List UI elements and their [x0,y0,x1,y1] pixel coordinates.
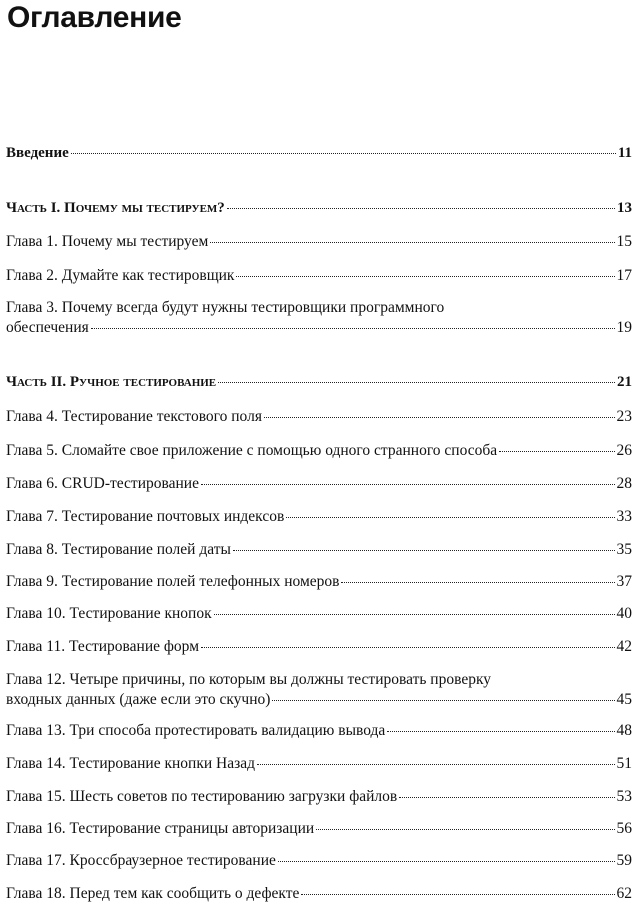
toc-entry-title: Глава 6. CRUD-тестирование [6,475,199,492]
toc-entry-intro[interactable] [6,143,632,163]
toc-entry-chapter-18[interactable] [6,884,632,904]
toc-entry-title: Введение [6,145,69,161]
toc-entry-title: Глава 2. Думайте как тестировщик [6,267,235,284]
leader-dots [91,327,615,329]
toc-entry-title: Глава 14. Тестирование кнопки Назад [6,755,255,772]
toc-entry-title: Глава 4. Тестирование текстового поля [6,408,262,425]
toc-entry-chapter-7[interactable] [6,507,632,527]
toc-entry-title: Глава 1. Почему мы тестируем [6,233,209,250]
toc-entry-chapter-17[interactable] [6,851,632,871]
toc-entry-title: Глава 18. Перед тем как сообщить о дефекте [6,885,300,902]
toc-entry-title: Глава 13. Три способа протестировать валидацию вывода [6,722,386,739]
leader-dots [201,483,615,485]
toc-entry-chapter-3[interactable] [6,298,632,338]
toc-page-number: 15 [616,233,632,250]
toc-entry-chapter-5[interactable] [6,441,632,461]
toc-entry-title: Часть I. Почему мы тестируем? [6,200,225,216]
leader-dots [218,381,615,383]
leader-dots [399,796,614,798]
toc-entry-title-line1: Глава 3. Почему всегда будут нужны тестировщики программного [6,299,445,316]
toc-entry-title: Глава 11. Тестирование форм [6,638,200,655]
toc-page-number: 45 [616,691,632,708]
toc-page-number: 19 [616,319,632,336]
toc-page-number: 37 [616,573,632,590]
toc-entry-title: Глава 5. Сломайте свое приложение с помощью одного странного способа [6,442,498,459]
toc-page-number: 42 [616,638,632,655]
toc-page-number: 48 [616,722,632,739]
leader-dots [227,207,615,209]
toc-page-number: 23 [616,408,632,425]
toc-entry-title: Глава 7. Тестирование почтовых индексов [6,508,285,525]
toc-entry-title: Глава 17. Кроссбраузерное тестирование [6,852,276,869]
toc-page-number: 40 [616,605,632,622]
leader-dots [233,549,615,551]
leader-dots [387,730,614,732]
toc-entry-title: Глава 16. Тестирование страницы авторизации [6,820,315,837]
toc-entry-title: Часть II. Ручное тестирование [6,374,217,390]
toc-page-number: 33 [616,508,632,525]
toc-entry-part-1[interactable] [6,198,632,218]
toc-page-number: 62 [616,885,632,902]
toc-entry-title: Глава 10. Тестирование кнопок [6,605,212,622]
toc-entry-title: Глава 15. Шесть советов по тестированию загрузки файлов [6,788,398,805]
toc-entry-chapter-13[interactable] [6,721,632,741]
toc-page-number: 13 [617,200,632,216]
leader-dots [286,516,614,518]
toc-entry-chapter-11[interactable] [6,637,632,657]
toc-page-number: 17 [616,267,632,284]
leader-dots [272,699,614,701]
toc-entry-chapter-4[interactable] [6,407,632,427]
leader-dots [71,152,616,154]
leader-dots [341,581,614,583]
toc-entry-chapter-15[interactable] [6,787,632,807]
leader-dots [214,613,615,615]
toc-entry-chapter-10[interactable] [6,604,632,624]
toc-page-number: 11 [617,145,632,161]
leader-dots [257,763,615,765]
toc-page-number: 21 [617,374,632,390]
leader-dots [236,275,614,277]
toc-entry-chapter-16[interactable] [6,819,632,839]
leader-dots [301,893,614,895]
toc-page-number: 59 [616,852,632,869]
toc-entry-chapter-8[interactable] [6,540,632,560]
toc-page-number: 51 [616,755,632,772]
toc-entry-title: обеспечения [6,319,89,336]
toc-page-number: 53 [616,788,632,805]
leader-dots [210,241,614,243]
toc-entry-chapter-6[interactable] [6,474,632,494]
toc-entry-title-line1: Глава 12. Четыре причины, по которым вы должны тестировать проверку [6,671,492,688]
toc-page-number: 35 [616,541,632,558]
leader-dots [499,450,614,452]
toc-entry-title: входных данных (даже если это скучно) [6,691,271,708]
toc-entry-chapter-14[interactable] [6,754,632,774]
toc-page-number: 56 [616,820,632,837]
toc-entry-chapter-9[interactable] [6,572,632,592]
page-title: Оглавление [7,1,182,34]
leader-dots [278,860,615,862]
leader-dots [264,416,615,418]
leader-dots [201,646,614,648]
leader-dots [316,828,614,830]
toc-entry-title: Глава 9. Тестирование полей телефонных номеров [6,573,340,590]
toc-entry-title: Глава 8. Тестирование полей даты [6,541,231,558]
toc-entry-chapter-1[interactable] [6,232,632,252]
toc-entry-chapter-2[interactable] [6,266,632,286]
toc-entry-part-2[interactable] [6,372,632,392]
toc-entry-chapter-12[interactable] [6,670,632,710]
toc-page-number: 28 [616,475,632,492]
toc-page-number: 26 [616,442,632,459]
